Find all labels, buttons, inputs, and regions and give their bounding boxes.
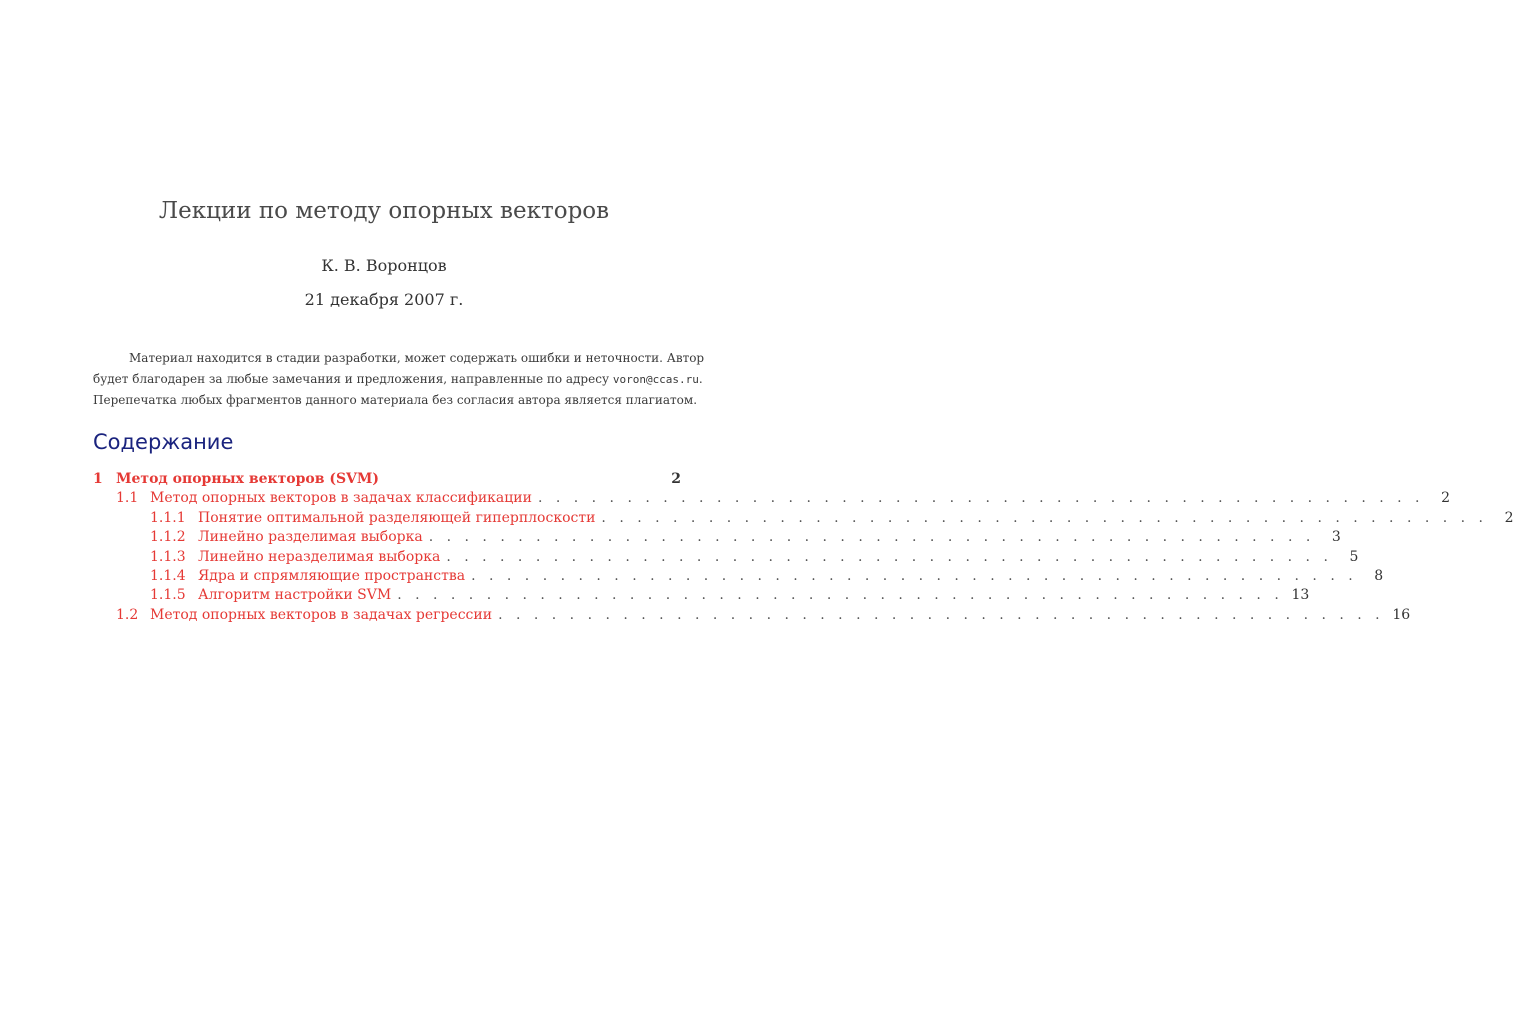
toc-entry-number: 1.1.1 xyxy=(150,509,186,526)
toc-entry-link[interactable]: Алгоритм настройки SVM xyxy=(198,587,392,604)
toc-entry-1-1-3[interactable] xyxy=(93,548,1359,567)
toc-entry-page: 2 xyxy=(1441,490,1451,507)
toc-entry-number: 1.1 xyxy=(116,490,139,507)
toc-entry-number: 1.1.3 xyxy=(150,548,186,565)
toc-entry-link[interactable]: Метод опорных векторов в задачах классификации xyxy=(150,490,532,507)
abstract xyxy=(93,348,705,411)
toc-entry-page: 2 xyxy=(671,471,681,487)
toc-entry-link[interactable]: Линейно разделимая выборка xyxy=(198,529,423,546)
document-title: Лекции по методу опорных векторов xyxy=(158,198,610,224)
toc-entry-1-1-4[interactable] xyxy=(93,567,1384,586)
toc-entry-page: 16 xyxy=(1392,606,1411,623)
toc-leader: . . . . . . . . . . . . . . . . . . . . . . . . . . . . . . . . . . . . . . . . . . . . . . . . . . xyxy=(471,567,1358,584)
author-name: К. В. Воронцов xyxy=(321,256,447,275)
abstract-line-3 xyxy=(93,390,698,411)
toc-entry-number: 1 xyxy=(93,471,103,487)
toc-entry-number: 1.1.5 xyxy=(150,587,186,604)
abstract-line-1 xyxy=(93,348,705,369)
toc-entry-page: 5 xyxy=(1349,548,1359,565)
toc-entry-link[interactable]: Линейно неразделимая выборка xyxy=(198,548,441,565)
abstract-text-3: Перепечатка любых фрагментов данного материала без согласия автора является плагиатом. xyxy=(93,393,698,407)
toc-entry-link[interactable]: Метод опорных векторов (SVM) xyxy=(116,471,380,487)
toc-leader: . . . . . . . . . . . . . . . . . . . . . . . . . . . . . . . . . . . . . . . . . . . . . . . . . . xyxy=(428,529,1315,546)
toc-entry-page: 2 xyxy=(1504,509,1514,526)
document-date: 21 декабря 2007 г. xyxy=(304,290,464,309)
toc-entry-number: 1.1.4 xyxy=(150,567,186,584)
toc-entry-1-2[interactable] xyxy=(93,606,1411,625)
email-address: voron@ccas.ru xyxy=(612,373,699,386)
toc-entry-page: 3 xyxy=(1331,529,1341,546)
toc-entry-link[interactable]: Понятие оптимальной разделяющей гиперплоскости xyxy=(198,509,596,526)
toc-entry-1-1-2[interactable] xyxy=(93,528,1341,547)
toc-entry-link[interactable]: Метод опорных векторов в задачах регрессии xyxy=(150,606,493,623)
toc-heading: Содержание xyxy=(93,430,234,454)
toc-entry-page: 8 xyxy=(1374,567,1384,584)
toc-entry-link[interactable]: Ядра и спрямляющие пространства xyxy=(198,567,466,584)
toc-entry-1-1-5[interactable] xyxy=(93,586,1310,605)
abstract-text-2-end: . xyxy=(698,372,703,386)
toc-leader: . . . . . . . . . . . . . . . . . . . . . . . . . . . . . . . . . . . . . . . . . . . . . . . . . . xyxy=(446,548,1333,565)
toc-entry-page: 13 xyxy=(1291,587,1310,604)
toc-entry-number: 1.1.2 xyxy=(150,529,186,546)
abstract-line-2 xyxy=(93,369,703,390)
toc-entry-number: 1.2 xyxy=(116,606,139,623)
toc-entry-1-1[interactable] xyxy=(93,489,1451,508)
toc-leader: . . . . . . . . . . . . . . . . . . . . . . . . . . . . . . . . . . . . . . . . . . . . . . . . . . xyxy=(397,587,1284,604)
toc-entry-1-1-1[interactable] xyxy=(93,509,1514,528)
abstract-text-2: будет благодарен за любые замечания и предложения, направленные по адресу xyxy=(93,372,609,386)
table-of-contents xyxy=(93,470,1514,625)
toc-leader: . . . . . . . . . . . . . . . . . . . . . . . . . . . . . . . . . . . . . . . . . . . . . . . . . . xyxy=(601,509,1488,526)
abstract-text-1: Материал находится в стадии разработки, может содержать ошибки и неточности. Автор xyxy=(129,351,705,365)
toc-leader: . . . . . . . . . . . . . . . . . . . . . . . . . . . . . . . . . . . . . . . . . . . . . . . . . . xyxy=(537,490,1425,507)
toc-leader: . . . . . . . . . . . . . . . . . . . . . . . . . . . . . . . . . . . . . . . . . . . . . . . . . . xyxy=(498,606,1385,623)
toc-entry-1[interactable] xyxy=(93,470,681,489)
